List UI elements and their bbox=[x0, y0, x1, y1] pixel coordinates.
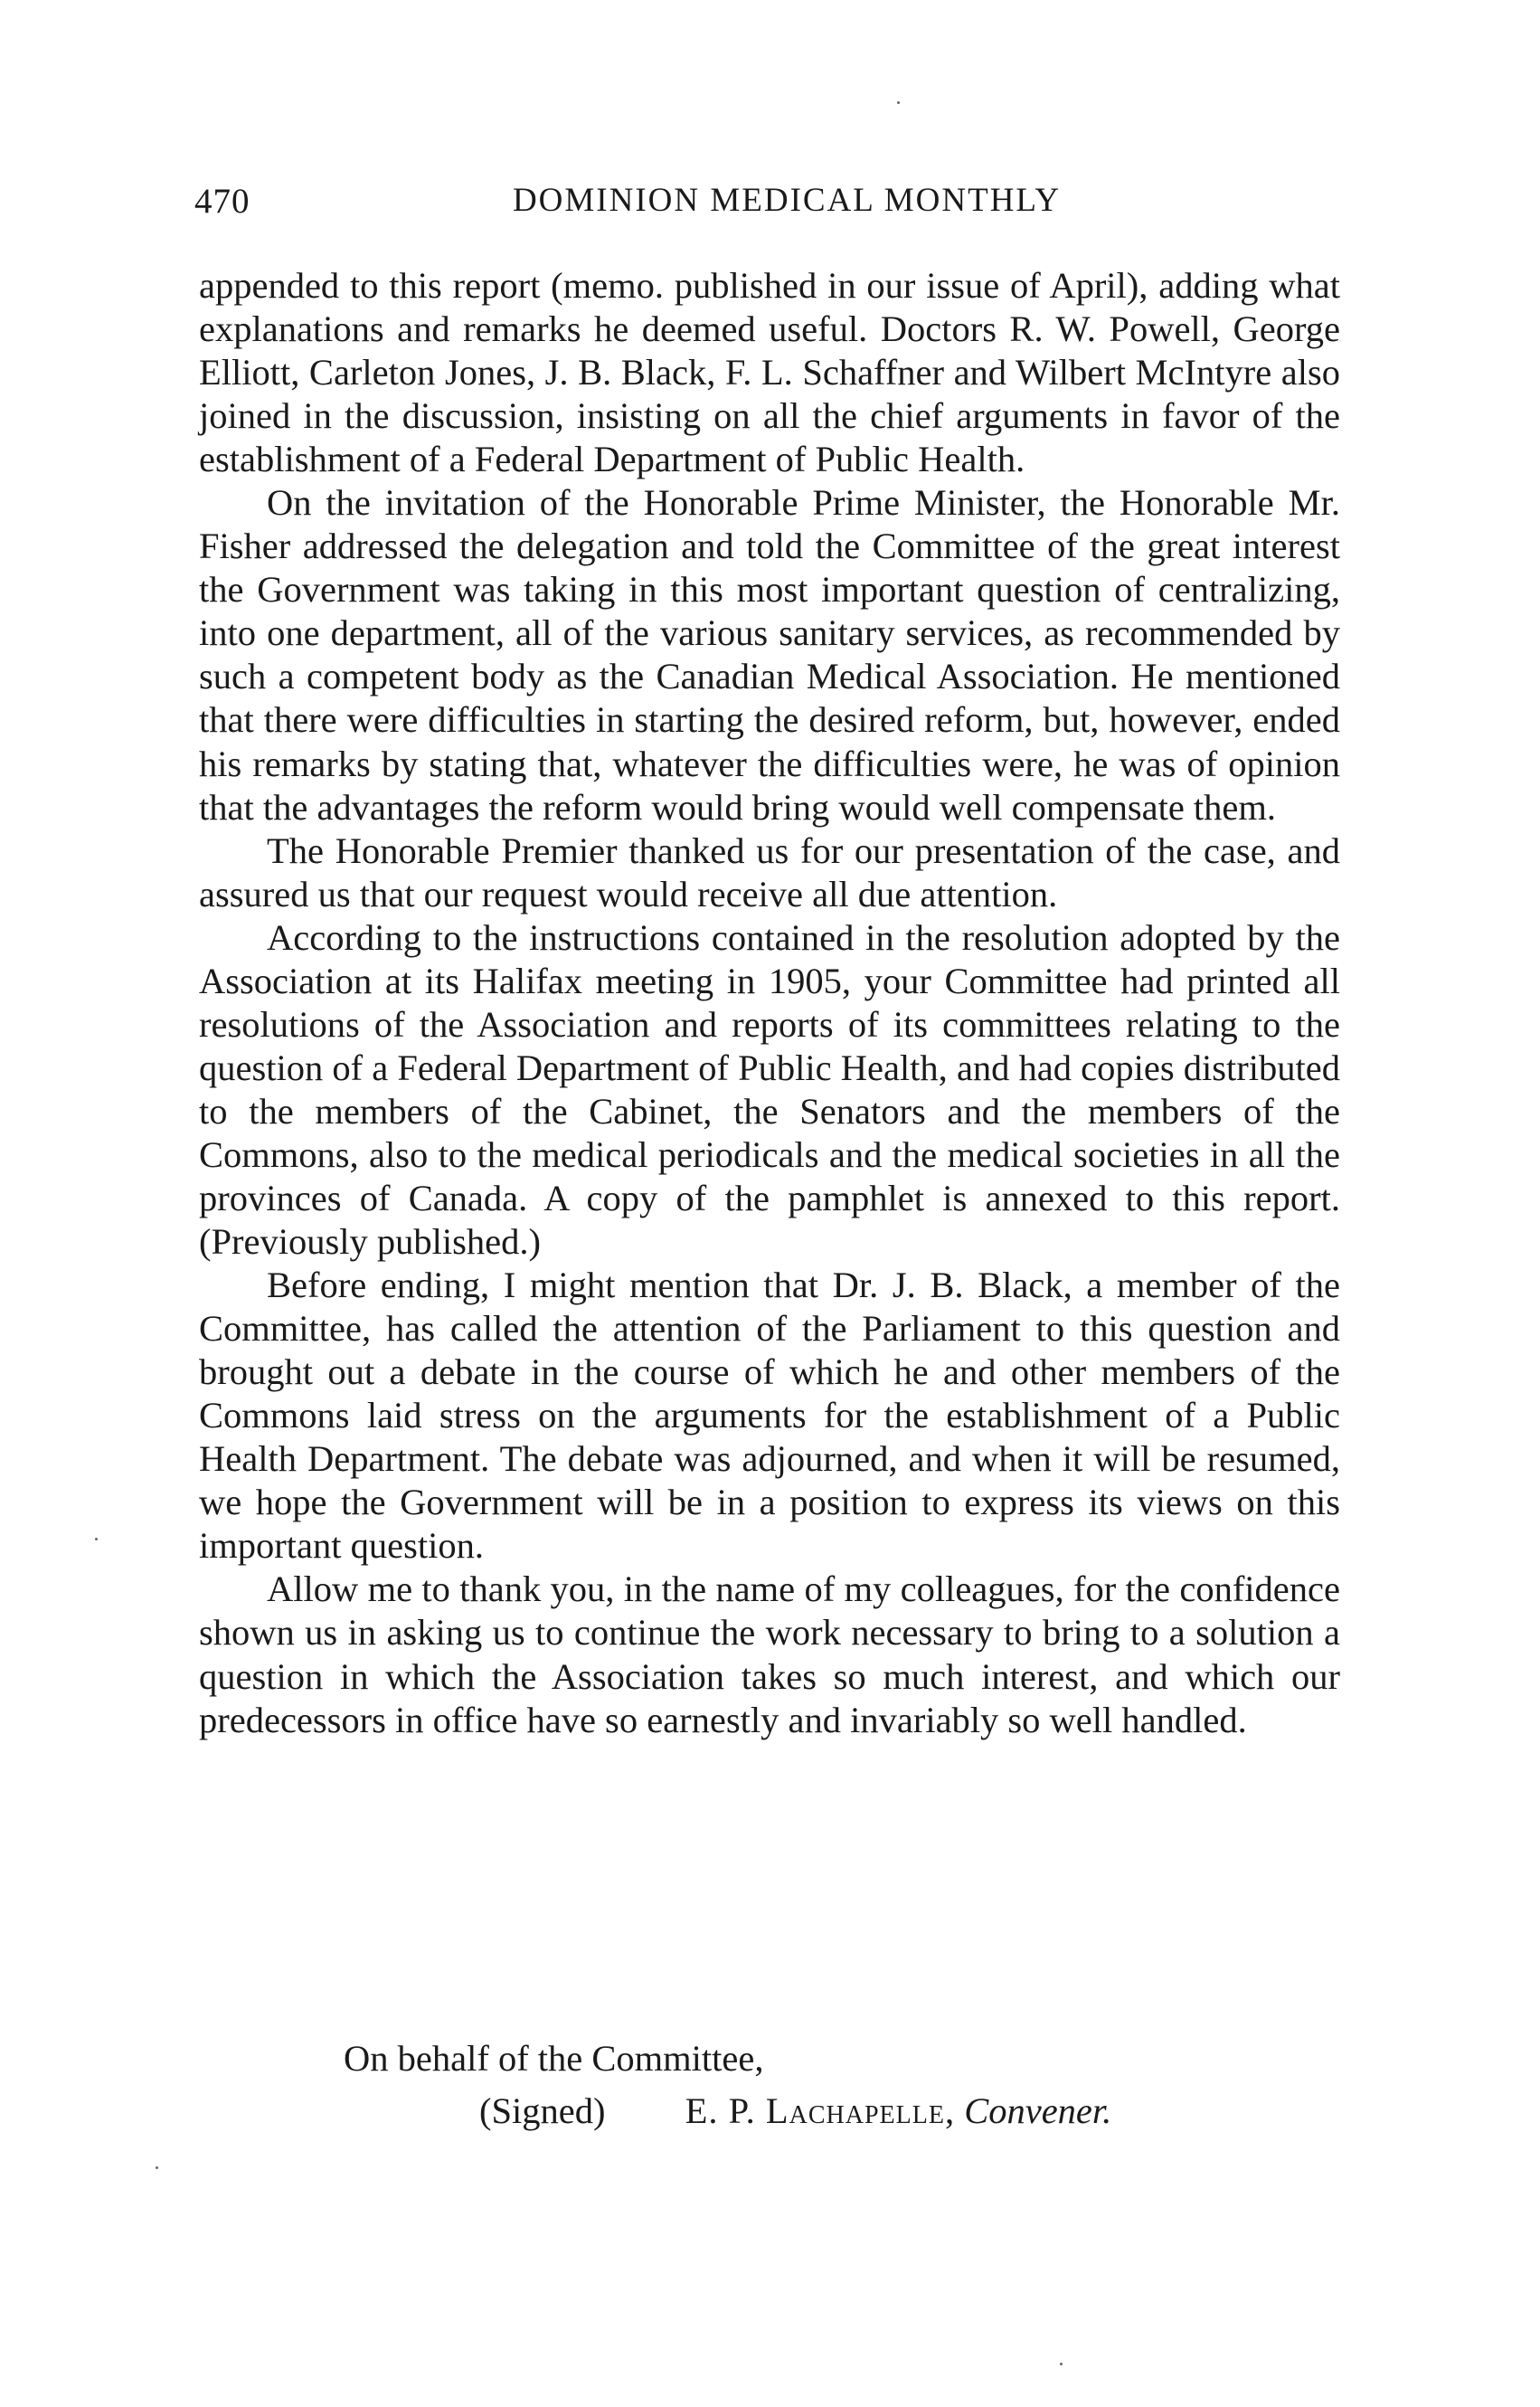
signer-surname: Lachapelle, bbox=[765, 2090, 956, 2131]
paragraph: According to the instructions contained in the resolution adopted by the Association at its Halifax meeting in 1905, your Committee had printed all resolutions of the Association and reports of its committees relating to the question of a Federal Department of Public Health, and had copies distributed to the members of the Cabinet, the Senators and the members of the Commons, also to the medical periodicals and the medical societies in all the provinces of Canada. A copy of the pamphlet is annexed to this report. (Previously published.) bbox=[199, 916, 1340, 1263]
paragraph: The Honorable Premier thanked us for our presentation of the case, and assured us that our request would receive all due attention. bbox=[199, 829, 1340, 914]
paragraph: Before ending, I might mention that Dr. J. B. Black, a member of the Committee, has called the attention of the Parliament to this question and brought out a debate in the course of which he and other members of the Commons laid stress on the arguments for the establishment of a Public Health Department. The debate was adjourned, and when it will be resumed, we hope the Government will be in a position to express its views on this important question. bbox=[199, 1265, 1340, 1567]
paragraph: appended to this report (memo. published in our issue of April), adding what explanations and remarks he deemed useful. Doctors R. W. Powell, George Elliott, Carleton Jones, J. B. Black, F. L. Schaffner and Wilbert McIntyre also joined in the discussion, insisting on all the chief arguments in favor of the establishment of a Federal Department of Public Health. bbox=[199, 265, 1340, 480]
page-number: 470 bbox=[194, 182, 250, 221]
paragraph: On the invitation of the Honorable Prime Minister, the Honorable Mr. Fisher addressed the delegation and told the Committee of the great interest the Government was taking in this most important question of centralizing, into one department, all of the various sanitary services, as recommended by such a competent body as the Canadian Medical Association. He mentioned that there were difficulties in starting the desired reform, but, however, ended his remarks by stating that, whatever the difficulties were, he was of opinion that the advantages the reform would bring would well compensate them. bbox=[199, 482, 1340, 828]
closing-line: On behalf of the Committee, bbox=[344, 2038, 764, 2079]
print-speck bbox=[897, 101, 900, 104]
signature-line bbox=[479, 2090, 1111, 2132]
print-speck bbox=[156, 2166, 158, 2169]
signed-label: (Signed) bbox=[479, 2090, 606, 2131]
print-speck bbox=[95, 1538, 98, 1540]
paragraph: Allow me to thank you, in the name of my colleagues, for the confidence shown us in asking us to continue the work necessary to bring to a solution a question in which the Association takes so much interest, and which our predecessors in office have so earnestly and invariably so well handled. bbox=[199, 1568, 1340, 1740]
signer-name bbox=[685, 2090, 955, 2131]
page-header bbox=[194, 181, 1343, 235]
running-head: DOMINION MEDICAL MONTHLY bbox=[512, 182, 1062, 219]
signer-role: Convener. bbox=[964, 2090, 1112, 2131]
print-speck bbox=[1060, 2363, 1063, 2365]
signer-initials: E. P. bbox=[685, 2090, 756, 2131]
body-text bbox=[199, 264, 1340, 1742]
